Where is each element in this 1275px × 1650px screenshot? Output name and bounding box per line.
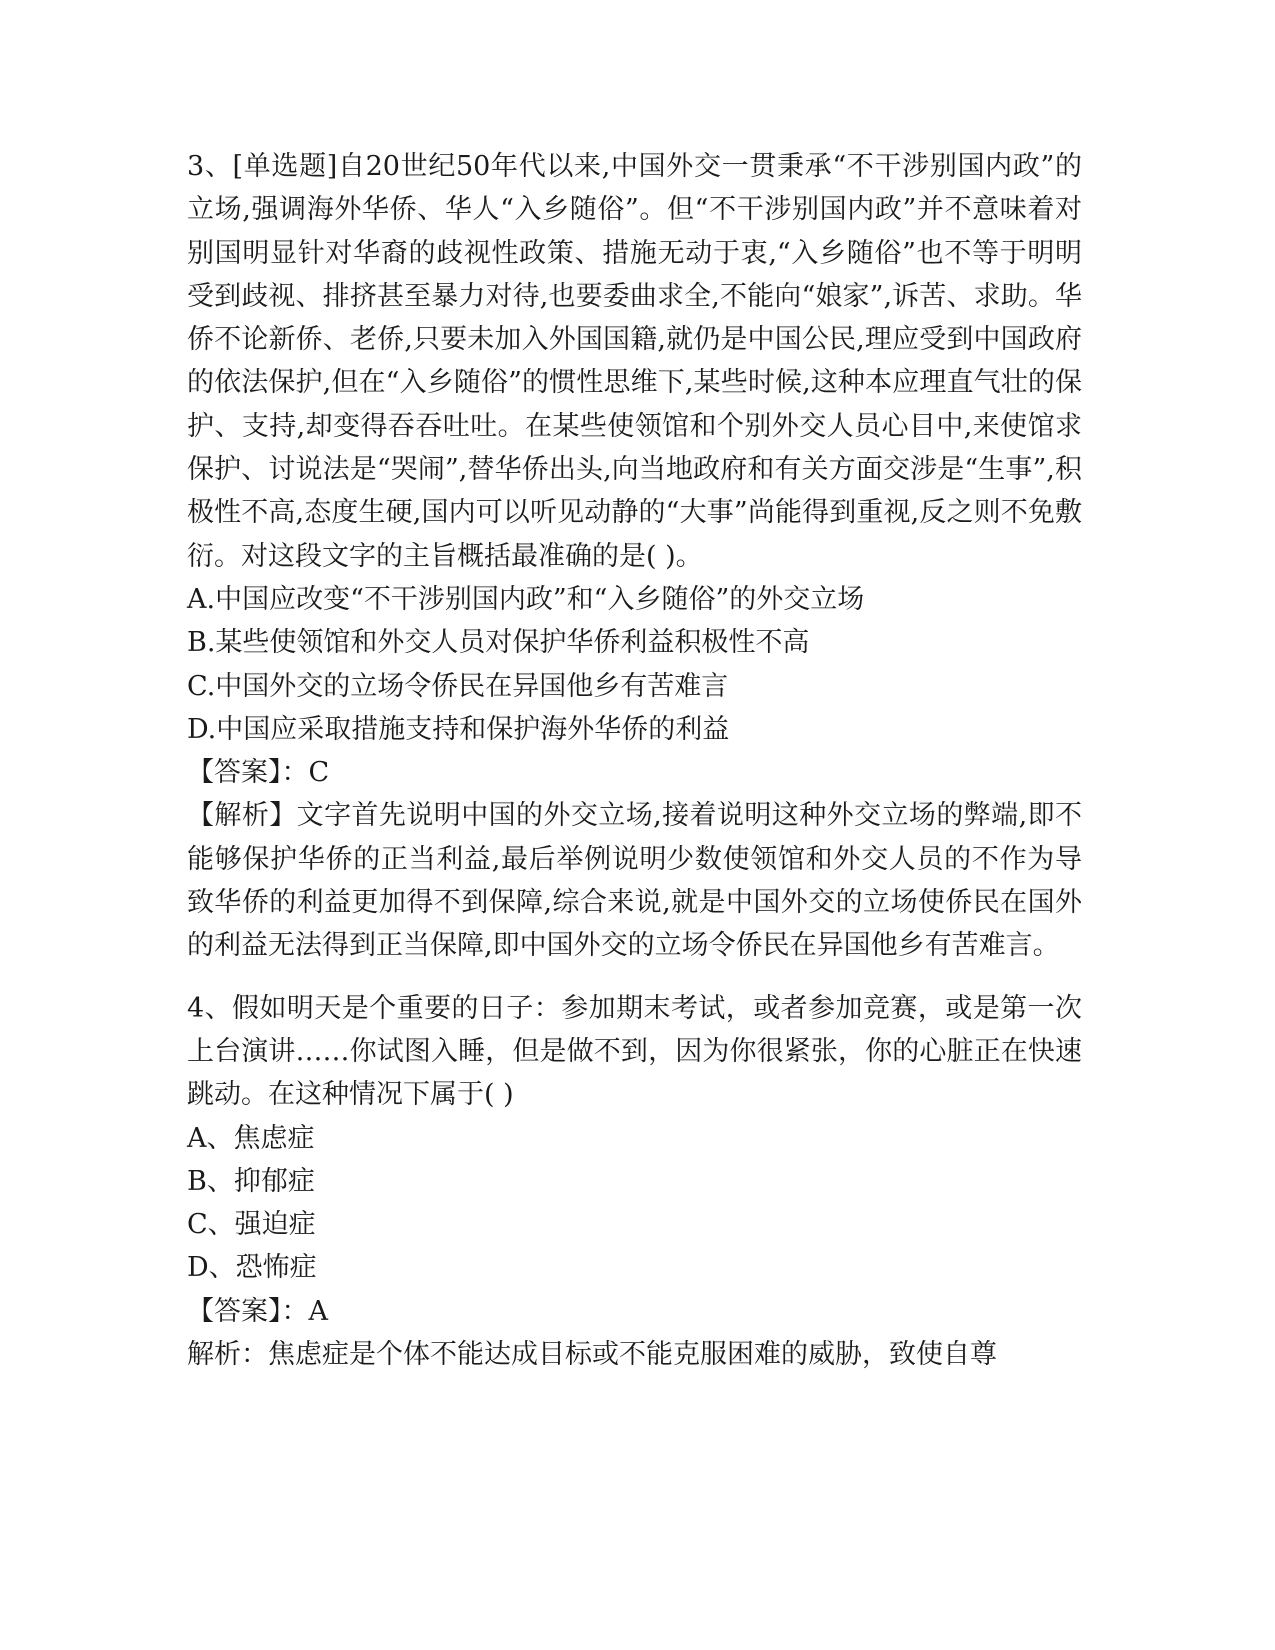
question-4-analysis: 解析：焦虑症是个体不能达成目标或不能克服困难的威胁，致使自尊: [187, 1339, 997, 1371]
question-4-option-a: A、焦虑症: [187, 1122, 315, 1154]
question-3-answer: 【答案】：C: [187, 757, 330, 789]
question-divider-space: [187, 968, 1082, 987]
question-3-option-c: C.中国外交的立场令侨民在异国他乡有苦难言: [187, 670, 729, 702]
question-4-stem: 4、假如明天是个重要的日子：参加期末考试，或者参加竞赛，或是第一次上台演讲……你试图入睡，但是做不到，因为你很紧张，你的心脏正在快速跳动。在这种情况下属于( ): [187, 992, 1082, 1111]
question-3-option-a: A.中国应改变“不干涉别国内政”和“入乡随俗”的外交立场: [187, 583, 865, 615]
question-4: [187, 987, 1082, 1377]
question-3-option-b: B.某些使领馆和外交人员对保护华侨利益积极性不高: [187, 627, 810, 659]
question-4-option-c: C、强迫症: [187, 1209, 316, 1241]
question-3: [187, 145, 1082, 968]
question-4-option-b: B、抑郁症: [187, 1165, 315, 1197]
question-3-analysis: 【解析】文字首先说明中国的外交立场,接着说明这种外交立场的弊端,即不能够保护华侨的正当利益,最后举例说明少数使领馆和外交人员的不作为导致华侨的利益更加得不到保障,综合来说,就是中国外交的立场使侨民在国外的利益无法得到正当保障,即中国外交的立场令侨民在异国他乡有苦难言。: [187, 800, 1082, 962]
question-3-stem: 3、[单选题]自20世纪50年代以来,中国外交一贯秉承“不干涉别国内政”的立场,强调海外华侨、华人“入乡随俗”。但“不干涉别国内政”并不意味着对别国明显针对华裔的歧视性政策、措施无动于衷,“入乡随俗”也不等于明明受到歧视、排挤甚至暴力对待,也要委曲求全,不能向“娘家”,诉苦、求助。华侨不论新侨、老侨,只要未加入外国国籍,就仍是中国公民,理应受到中国政府的依法保护,但在“入乡随俗”的惯性思维下,某些时候,这种本应理直气壮的保护、支持,却变得吞吞吐吐。在某些使领馆和个别外交人员心目中,来使馆求保护、讨说法是“哭闹”,替华侨出头,向当地政府和有关方面交涉是“生事”,积极性不高,态度生硬,国内可以听见动静的“大事”尚能得到重视,反之则不免敷衍。对这段文字的主旨概括最准确的是( )。: [187, 151, 1082, 572]
document-page: [187, 145, 1082, 1376]
question-3-option-d: D.中国应采取措施支持和保护海外华侨的利益: [187, 713, 730, 745]
question-4-answer: 【答案】：A: [187, 1295, 328, 1327]
question-4-option-d: D、恐怖症: [187, 1252, 317, 1284]
